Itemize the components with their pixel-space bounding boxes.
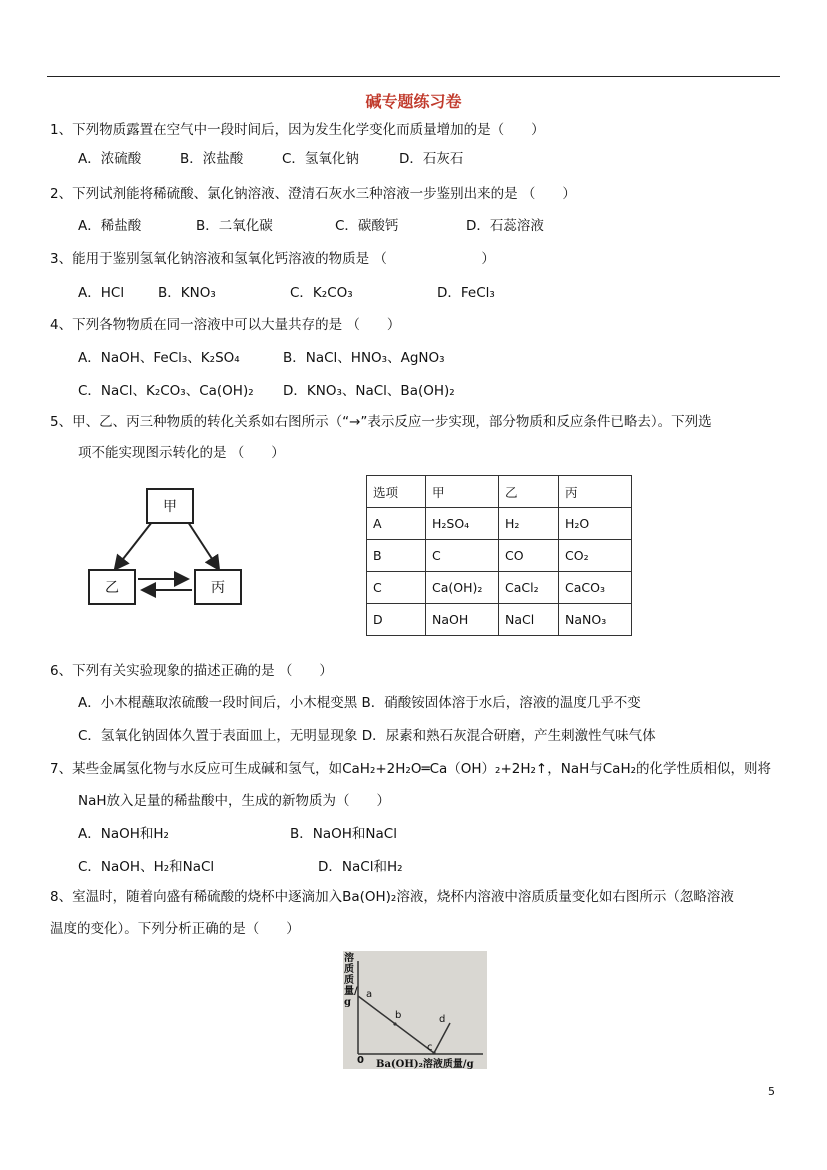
question-3-stem: 3、能用于鉴别氢氧化钠溶液和氢氧化钙溶液的物质是 （ ）: [50, 251, 495, 267]
q3-option-a: A．HCl: [78, 285, 125, 301]
question-4-stem: 4、下列各物物质在同一溶液中可以大量共存的是 （ ）: [50, 317, 401, 333]
graph-curve: [358, 996, 450, 1053]
table-cell: CaCl₂: [499, 572, 559, 604]
question-7-stem-line1: 7、某些金属氢化物与水反应可生成碱和氢气，如CaH₂+2H₂O═Ca（OH）₂+2H₂↑，NaH与CaH₂的化学性质相似，则将: [50, 761, 772, 777]
table-header-cell: 甲: [426, 476, 499, 508]
node-jia: 甲: [146, 488, 194, 524]
table-cell: NaCl: [499, 604, 559, 636]
q3-option-c: C．K₂CO₃: [290, 285, 353, 301]
table-header-cell: 丙: [559, 476, 632, 508]
question-1-stem: 1、下列物质露置在空气中一段时间后，因为发生化学变化而质量增加的是（ ）: [50, 122, 545, 138]
q1-option-d: D．石灰石: [399, 151, 464, 167]
question-6-stem: 6、下列有关实验现象的描述正确的是 （ ）: [50, 663, 333, 679]
page-title: 碱专题练习卷: [365, 92, 462, 111]
conversion-diagram: [82, 482, 252, 607]
graph-label-d: d: [439, 1014, 446, 1025]
arrow-jia-to-yi: [116, 522, 152, 568]
table-cell: C: [426, 540, 499, 572]
table-cell: D: [367, 604, 426, 636]
table-header-cell: 选项: [367, 476, 426, 508]
table-row: [367, 572, 632, 604]
q2-option-c: C．碳酸钙: [335, 218, 399, 234]
solute-mass-graph: [343, 951, 487, 1069]
node-yi: 乙: [88, 569, 136, 605]
q1-option-a: A．浓硫酸: [78, 151, 142, 167]
table-cell: A: [367, 508, 426, 540]
q7-option-a: A．NaOH和H₂: [78, 826, 169, 842]
question-5-stem-line1: 5、甲、乙、丙三种物质的转化关系如右图所示（“→”表示反应一步实现，部分物质和反应条件已略去）。下列选: [50, 414, 712, 430]
q7-option-c: C．NaOH、H₂和NaCl: [78, 859, 215, 875]
question-5-stem-line2: 项不能实现图示转化的是 （ ）: [78, 445, 285, 461]
q6-options-cd: C．氢氧化钠固体久置于表面皿上，无明显现象 D．尿素和熟石灰混合研磨，产生刺激性气味气体: [78, 728, 656, 744]
question-2-stem: 2、下列试剂能将稀硫酸、氯化钠溶液、澄清石灰水三种溶液一步鉴别出来的是 （ ）: [50, 186, 576, 202]
table-cell: CO: [499, 540, 559, 572]
question-8-stem-line2: 温度的变化）。下列分析正确的是（ ）: [50, 921, 300, 937]
graph-label-a: a: [366, 989, 373, 1000]
table-row: [367, 604, 632, 636]
q6-options-ab: A．小木棍蘸取浓硫酸一段时间后，小木棍变黑 B．硝酸铵固体溶于水后，溶液的温度几乎不变: [78, 695, 641, 711]
question-8-stem-line1: 8、室温时，随着向盛有稀硫酸的烧杯中逐滴加入Ba(OH)₂溶液，烧杯内溶液中溶质质量变化如右图所示（忽略溶液: [50, 889, 734, 905]
graph-x-label: Ba(OH)₂溶液质量/g: [376, 1059, 474, 1070]
table-cell: CO₂: [559, 540, 632, 572]
question-7-stem-line2: NaH放入足量的稀盐酸中，生成的新物质为（ ）: [78, 793, 391, 809]
table-header-cell: 乙: [499, 476, 559, 508]
graph-point-b: [393, 1022, 396, 1025]
table-cell: NaNO₃: [559, 604, 632, 636]
table-cell: H₂: [499, 508, 559, 540]
q4-option-a: A．NaOH、FeCl₃、K₂SO₄: [78, 350, 240, 366]
table-cell: NaOH: [426, 604, 499, 636]
graph-label-c: c: [427, 1042, 433, 1053]
q4-option-b: B．NaCl、HNO₃、AgNO₃: [283, 350, 445, 366]
table-cell: Ca(OH)₂: [426, 572, 499, 604]
table-row: [367, 540, 632, 572]
q2-option-b: B．二氧化碳: [196, 218, 273, 234]
arrow-jia-to-bing: [188, 522, 218, 568]
table-row: [367, 508, 632, 540]
graph-label-b: b: [395, 1010, 402, 1021]
q2-option-a: A．稀盐酸: [78, 218, 142, 234]
page-number: 5: [768, 1085, 775, 1098]
table-header-row: [367, 476, 632, 508]
graph-y-label: 溶质质量/g: [344, 953, 358, 1008]
q3-option-b: B．KNO₃: [158, 285, 216, 301]
options-table: [366, 475, 632, 636]
graph-origin-label: 0: [357, 1055, 364, 1066]
node-bing: 丙: [194, 569, 242, 605]
table-cell: H₂SO₄: [426, 508, 499, 540]
q7-option-b: B．NaOH和NaCl: [290, 826, 397, 842]
header-rule: [47, 76, 780, 77]
table-cell: H₂O: [559, 508, 632, 540]
table-cell: CaCO₃: [559, 572, 632, 604]
table-cell: B: [367, 540, 426, 572]
table-cell: C: [367, 572, 426, 604]
q7-option-d: D．NaCl和H₂: [318, 859, 403, 875]
q3-option-d: D．FeCl₃: [437, 285, 495, 301]
q4-option-d: D．KNO₃、NaCl、Ba(OH)₂: [283, 383, 455, 399]
q1-option-b: B．浓盐酸: [180, 151, 244, 167]
graph-lines: [343, 951, 487, 1069]
q4-option-c: C．NaCl、K₂CO₃、Ca(OH)₂: [78, 383, 254, 399]
q1-option-c: C．氢氧化钠: [282, 151, 359, 167]
q2-option-d: D．石蕊溶液: [466, 218, 544, 234]
